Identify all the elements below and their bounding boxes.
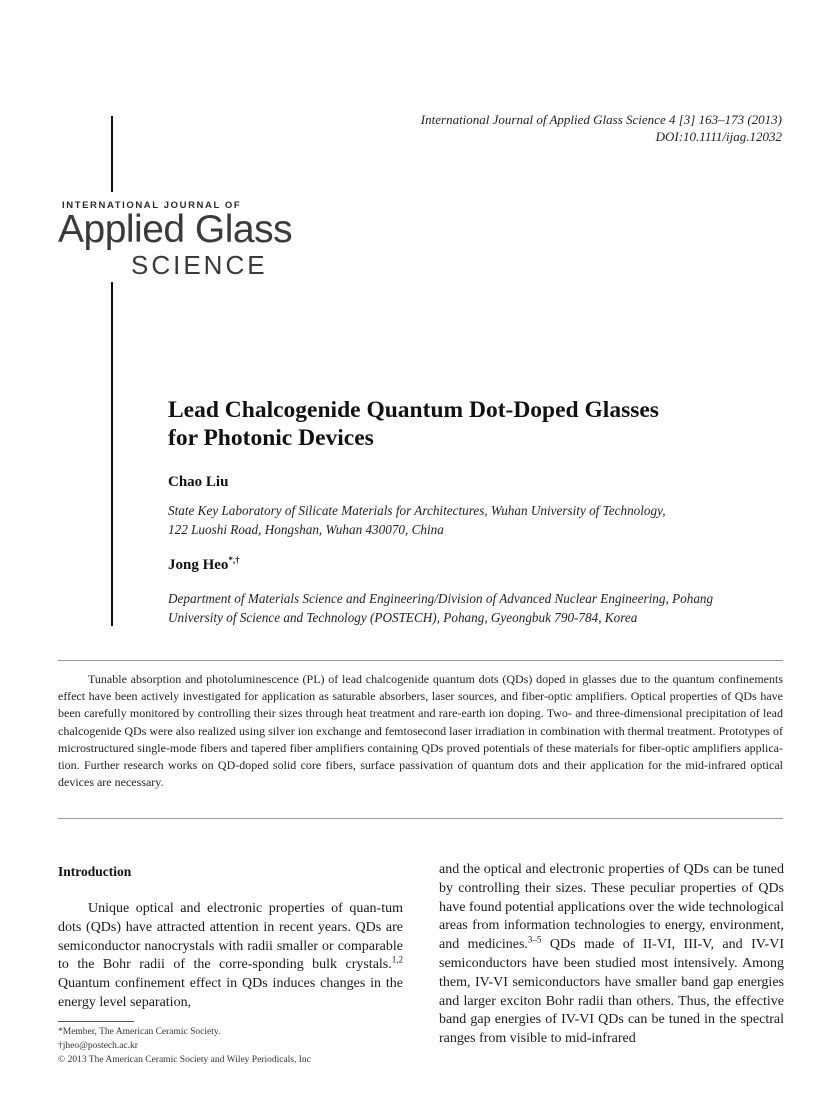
margin-rule-top (111, 116, 113, 192)
doi: DOI:10.1111/ijag.12032 (655, 129, 782, 144)
affiliation-1 (168, 501, 808, 539)
author-chao-liu: Chao Liu (168, 474, 229, 490)
abstract: Tunable absorption and photoluminescence (PL) of lead chalcogenide quantum dots (QDs) doped in glasses due to the quantum confinements effect have been actively investigated for application as saturable absorbers, laser sources, and fiber-optic amplifiers. Optical properties of QDs have been carefully monitored by controlling their sizes through heat treatment and rare-earth ion doping. Two- and three-dimensional precipitation of lead chalcogenide QDs were also realized using silver ion exchange and femtosecond laser irradiation in combination with thermal treatment. Prototypes of microstructured single-mode fibers and tapered fiber amplifiers containing QDs proved potentials of these materials for fiber-optic amplifiers applica-tion. Further research works on QD-doped solid core fibers, surface passivation of quantum dots and their application for the mid-infrared optical devices are necessary. (58, 672, 783, 790)
journal-logo-subtitle: INTERNATIONAL JOURNAL OF (62, 200, 242, 211)
intro-right-text-1: and the optical and electronic properties of QDs can be tuned by controlling their sizes. These peculiar properties of QDs have found potential applications over the wide technological areas from information technologies to energy, environment, and medicines. (439, 862, 784, 953)
introduction-heading: Introduction (58, 864, 132, 879)
abstract-top-rule (58, 660, 783, 661)
abstract-bottom-rule (58, 818, 783, 819)
footnote-member: *Member, The American Ceramic Society. (58, 1027, 221, 1037)
footnote-rule (58, 1021, 134, 1022)
intro-left-text-1: Unique optical and electronic properties of quan-tum dots (QDs) have attracted attention in recent years. QDs are semiconductor nanocrystals with radii smaller or comparable to the Bohr radii of the corre-sponding bulk crystals. (58, 901, 403, 973)
affiliation-2-line-2: University of Science and Technology (POSTECH), Pohang, Gyeongbuk 790-784, Korea (168, 610, 638, 625)
journal-logo-title: Applied Glass (58, 208, 293, 251)
affiliation-1-line-1: State Key Laboratory of Silicate Materials for Architectures, Wuhan University of Technology, (168, 503, 666, 518)
journal-citation-block (421, 111, 782, 145)
introduction-left-column (58, 900, 403, 1013)
author-jong-heo (168, 557, 240, 574)
article-title (168, 396, 768, 452)
title-line-1: Lead Chalcogenide Quantum Dot-Doped Glasses (168, 397, 659, 423)
margin-rule-bottom (111, 282, 113, 626)
affiliation-2-line-1: Department of Materials Science and Engineering/Division of Advanced Nuclear Engineering, Pohang (168, 591, 714, 606)
intro-right-text-2: QDs made of II-VI, III-V, and IV-VI semiconductors have been studied most intensively. Among them, IV-VI semiconductors have smaller band gap energies and larger exciton Bohr radii than others. Thus, the effective band gap energies of IV-VI QDs can be tuned in the spectral ranges from visible to mid-infrared (439, 937, 784, 1047)
citation-ref-3-5: 3–5 (527, 934, 542, 945)
title-line-2: for Photonic Devices (168, 425, 374, 451)
author-jong-heo-marks: *,† (228, 555, 240, 565)
journal-logo-science: SCIENCE (131, 250, 268, 280)
citation-ref-1-2: 1,2 (391, 954, 403, 965)
footnote-email: †jheo@postech.ac.kr (58, 1041, 138, 1051)
journal-citation: International Journal of Applied Glass Science 4 [3] 163–173 (2013) (420, 112, 782, 127)
affiliation-1-line-2: 122 Luoshi Road, Hongshan, Wuhan 430070, China (168, 522, 444, 537)
footnote-copyright: © 2013 The American Ceramic Society and Wiley Periodicals, Inc (58, 1055, 311, 1065)
introduction-right-column (439, 861, 784, 1049)
author-jong-heo-name: Jong Heo (168, 557, 229, 573)
affiliation-2 (168, 589, 808, 627)
intro-left-text-2: Quantum confinement effect in QDs induces changes in the energy level separation, (58, 976, 403, 1010)
